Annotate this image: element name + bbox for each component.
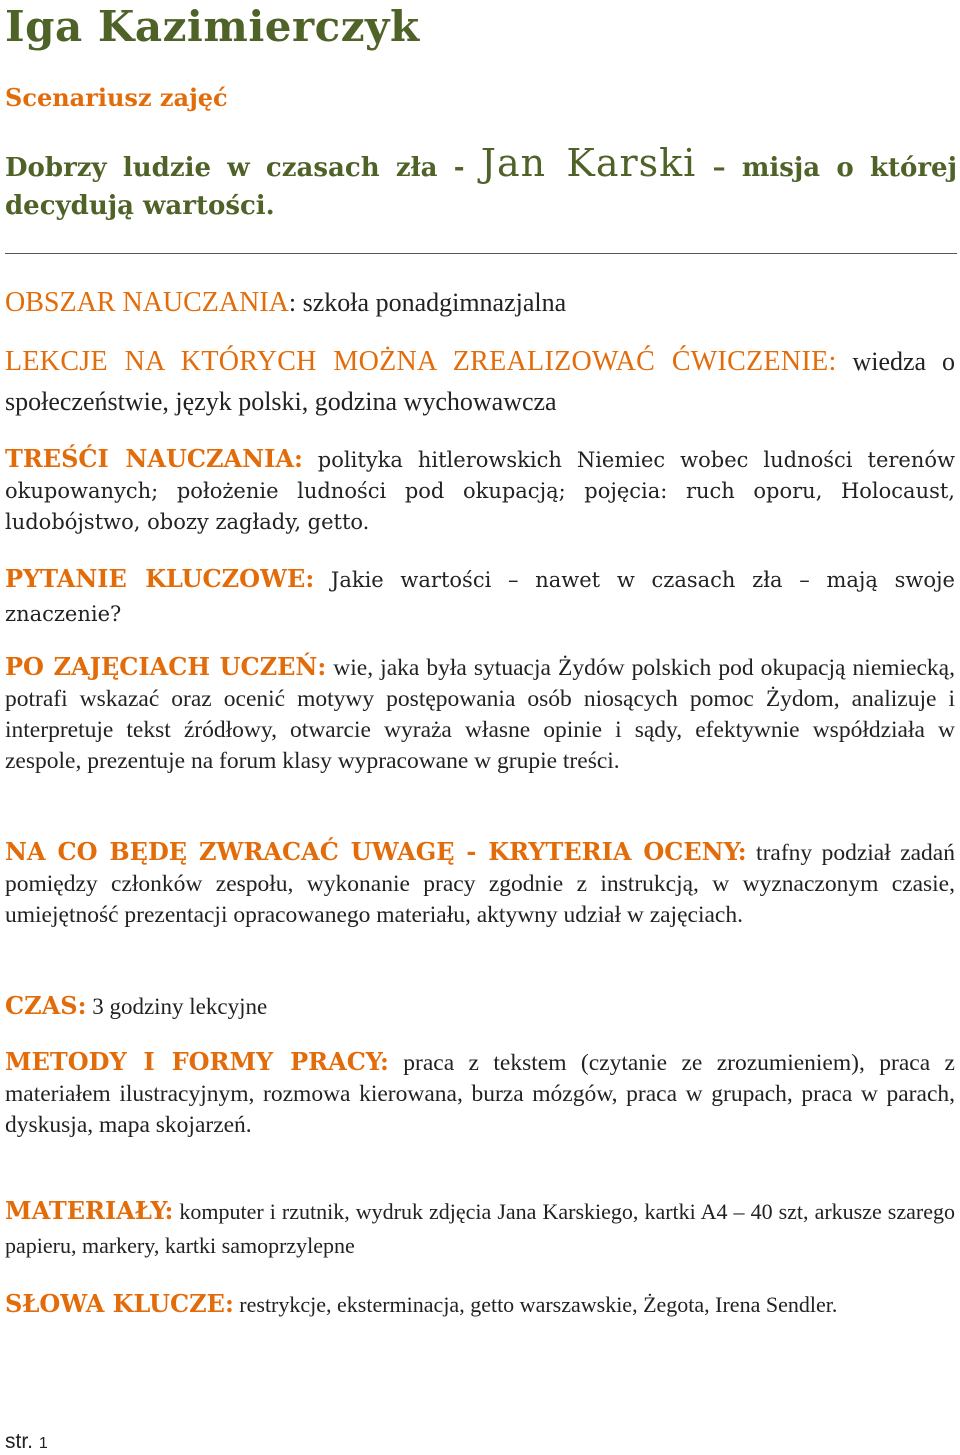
- section-label: LEKCJE NA KTÓRYCH MOŻNA ZREALIZOWAĆ ĆWICZENIE:: [5, 346, 837, 377]
- section-label: OBSZAR NAUCZANIA: [5, 287, 289, 318]
- section-label: MATERIAŁY:: [5, 1196, 174, 1225]
- section-text: trafny podział zadań pomiędzy członków zespołu, wykonanie pracy zgodnie z instrukcją, w wyznaczonym czasie, umiejętność prezentacji opracowanego materiału, aktywny udział w zajęciach.: [5, 840, 955, 928]
- page-number: [5, 1430, 48, 1454]
- section-text: 3 godziny lekcyjne: [86, 994, 268, 1019]
- section-text: restrykcje, eksterminacja, getto warszawskie, Żegota, Irena Sendler.: [233, 1292, 838, 1317]
- section-label: METODY I FORMY PRACY:: [5, 1047, 389, 1076]
- section-pytanie: [5, 562, 955, 631]
- section-czas: [5, 988, 955, 1025]
- section-colon: :: [288, 288, 297, 317]
- page-number-value: 1: [38, 1435, 48, 1452]
- author-name: Iga Kazimierczyk: [5, 2, 420, 51]
- section-text: wiedza o społeczeństwie, język polski, godzina wychowawcza: [5, 347, 955, 416]
- horizontal-rule: [5, 253, 957, 254]
- section-label: NA CO BĘDĘ ZWRACAĆ UWAGĘ - KRYTERIA OCENY:: [5, 837, 747, 866]
- section-label: PYTANIE KLUCZOWE:: [5, 564, 315, 593]
- section-text: praca z tekstem (czytanie ze zrozumieniem), praca z materiałem ilustracyjnym, rozmowa kierowana, burza mózgów, praca w grupach, praca w parach, dyskusja, mapa skojarzeń.: [5, 1050, 955, 1138]
- section-metody: [5, 1046, 955, 1141]
- section-tresci: [5, 443, 955, 538]
- section-label: CZAS:: [5, 991, 87, 1020]
- section-po-zajeciach: [5, 651, 955, 777]
- document-type: Scenariusz zajęć: [5, 83, 228, 112]
- section-label: SŁOWA KLUCZE:: [5, 1289, 234, 1318]
- lesson-title: [5, 141, 957, 225]
- section-obszar: [5, 286, 955, 320]
- title-part-2: – misja o której decydują wartości.: [5, 153, 957, 221]
- page-label: str.: [5, 1430, 34, 1453]
- section-text: Jakie wartości – nawet w czasach zła – mają swoje znaczenie?: [5, 568, 955, 626]
- section-text: wie, jaka była sytuacja Żydów polskich pod okupacją niemiecką, potrafi wskazać oraz ocenić motywy postępowania osób niosących pomoc Żydom, analizuje i interpretuje tekst źródłowy, otwarcie wyraża własne opinie i sądy, efektywnie współdziała w zespole, prezentuje na forum klasy wypracowane w grupie treści.: [5, 655, 955, 774]
- section-text: komputer i rzutnik, wydruk zdjęcia Jana Karskiego, kartki A4 – 40 szt, arkusze szarego papieru, markery, kartki samoprzylepne: [5, 1199, 955, 1258]
- section-lekcje: [5, 342, 955, 422]
- section-kryteria: [5, 836, 955, 931]
- section-slowa-klucze: [5, 1287, 955, 1322]
- section-text: polityka hitlerowskich Niemiec wobec ludności terenów okupowanych; położenie ludności pod okupacją; pojęcia: ruch oporu, Holocaust, ludobójstwo, obozy zagłady, getto.: [5, 448, 955, 534]
- section-text: szkoła ponadgimnazjalna: [296, 288, 567, 317]
- section-materialy: [5, 1194, 955, 1263]
- title-name: Jan Karski: [480, 141, 697, 185]
- section-label: TREŚĆI NAUCZANIA:: [5, 444, 303, 473]
- title-part-1: Dobrzy ludzie w czasach zła -: [5, 153, 481, 183]
- section-label: PO ZAJĘCIACH UCZEŃ:: [5, 652, 327, 681]
